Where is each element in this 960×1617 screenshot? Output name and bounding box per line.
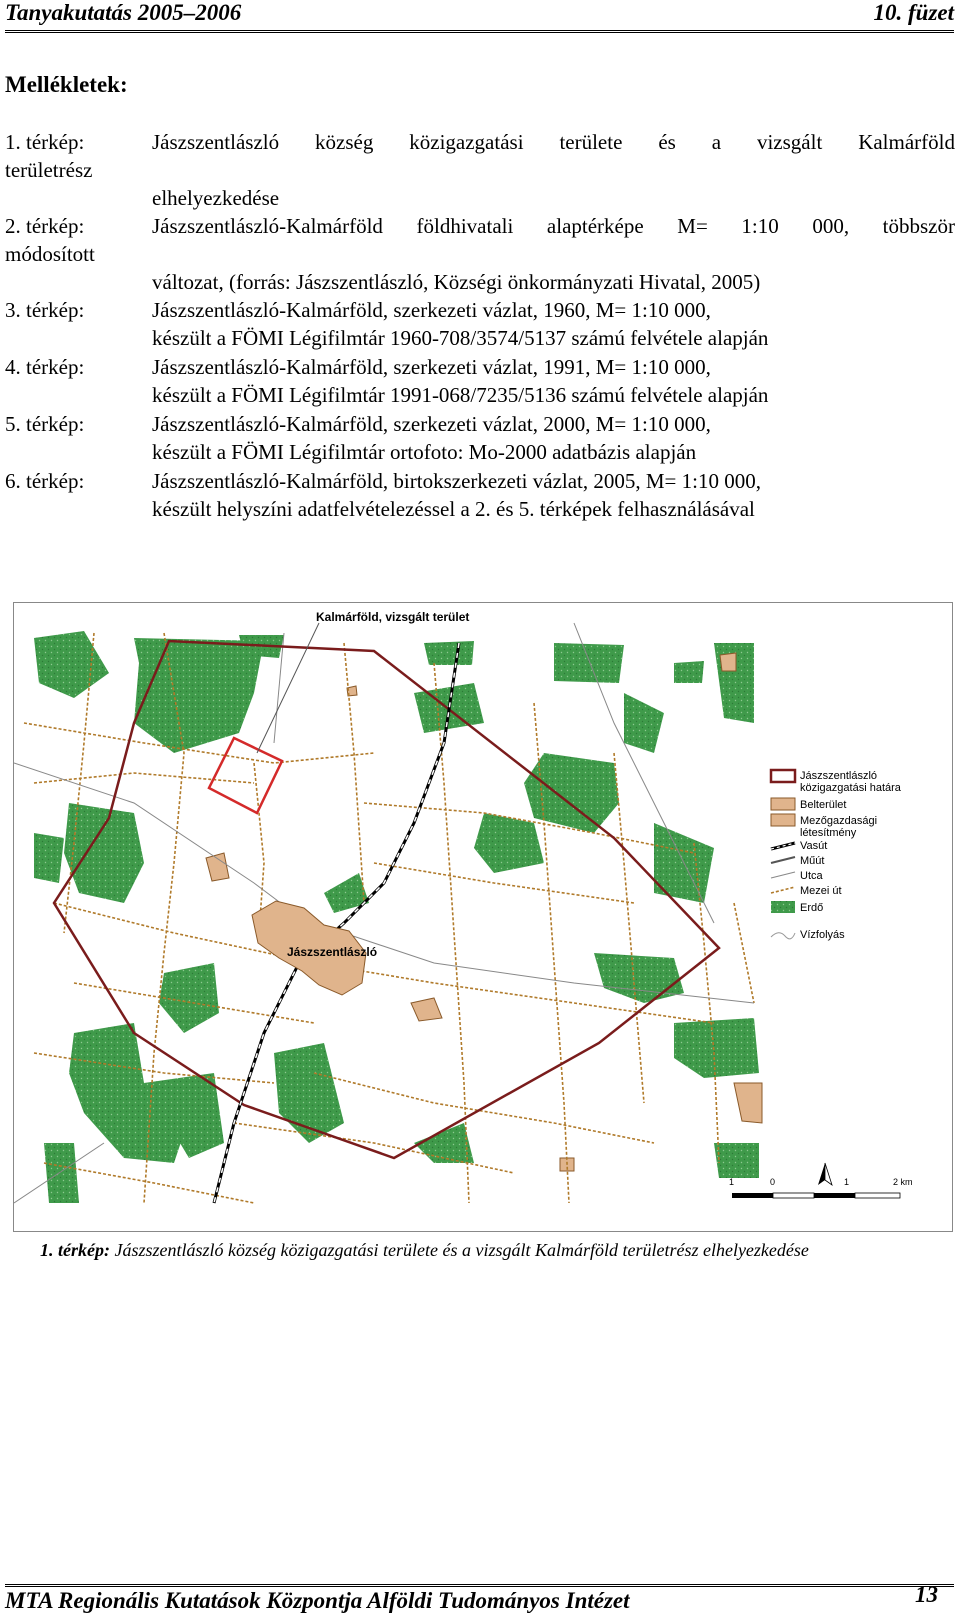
legend-paved-label: Műút — [800, 855, 825, 867]
map-item-continuation: készült a FÖMI Légifilmtár 1991-068/7235/5136 számú felvétele alapján — [152, 383, 769, 407]
legend-builtup-swatch — [771, 798, 795, 810]
map-item-overflow: területrész — [5, 158, 93, 182]
legend-agri-label-1: Mezőgazdasági — [800, 815, 878, 827]
header-rule — [5, 30, 954, 33]
map-svg — [14, 603, 952, 1231]
map-item-label: 3. térkép: — [5, 298, 85, 322]
map-item-text: Jászszentlászló-Kalmárföld, szerkezeti vázlat, 2000, M= 1:10 000, — [152, 412, 711, 436]
map-item-label: 2. térkép: — [5, 214, 85, 238]
scale-tick-label: 0 — [770, 1177, 776, 1187]
caption-label: 1. térkép: — [40, 1240, 110, 1260]
header-title: Tanyakutatás 2005–2006 — [5, 0, 242, 25]
map-item-1 — [5, 128, 955, 212]
map-item-label: 6. térkép: — [5, 469, 85, 493]
legend-agri-label-2: létesítmény — [800, 827, 857, 839]
map-item-3 — [5, 296, 955, 352]
map-item-label: 4. térkép: — [5, 355, 85, 379]
legend-railway-label: Vasút — [800, 840, 828, 852]
study-area-label: Kalmárföld, vizsgált terület — [316, 610, 470, 624]
map-item-4 — [5, 353, 955, 409]
footer-institute: MTA Regionális Kutatások Központja Alföldi Tudományos Intézet — [5, 1588, 630, 1613]
caption-text: Jászszentlászló község közigazgatási területe és a vizsgált Kalmárföld területrész elhelyezkedése — [114, 1240, 809, 1260]
legend-boundary-label-2: közigazgatási határa — [800, 782, 901, 794]
legend-boundary-label-1: Jászszentlászló — [800, 770, 878, 782]
map-item-continuation: változat, (forrás: Jászszentlászló, Községi önkormányzati Hivatal, 2005) — [152, 270, 761, 294]
scale-tick-label: 2 km — [893, 1177, 913, 1187]
map-item-5 — [5, 410, 955, 466]
scale-tick-label: 1 — [844, 1177, 850, 1187]
study-area-square — [209, 738, 282, 813]
scale-tick-label: 1 — [729, 1177, 735, 1187]
legend-forest-swatch — [771, 901, 795, 913]
map-item-continuation: készült a FÖMI Légifilmtár 1960-708/3574/5137 számú felvétele alapján — [152, 326, 769, 350]
map-item-continuation: készült helyszíni adatfelvételezéssel a 2. és 5. térképek felhasználásával — [152, 497, 755, 521]
map-item-label: 1. térkép: — [5, 130, 85, 154]
map-area — [14, 610, 762, 1203]
map-item-continuation: készült a FÖMI Légifilmtár ortofoto: Mo-2000 adatbázis alapján — [152, 440, 697, 464]
town-label: Jászszentlászló — [287, 945, 378, 959]
footer-rule — [5, 1584, 954, 1587]
legend-agri-swatch — [771, 814, 795, 826]
map-item-2 — [5, 212, 955, 296]
map-item-text: Jászszentlászló-Kalmárföld, szerkezeti vázlat, 1991, M= 1:10 000, — [152, 355, 711, 379]
map-item-6 — [5, 467, 955, 523]
figure-caption — [40, 1240, 809, 1261]
annex-title: Mellékletek: — [5, 72, 128, 97]
map-figure — [13, 602, 953, 1232]
map-item-overflow: módosított — [5, 242, 95, 266]
map-item-text: Jászszentlászló-Kalmárföld, birtokszerkezeti vázlat, 2005, M= 1:10 000, — [152, 469, 761, 493]
map-item-text: Jászszentlászló-Kalmárföld földhivatali alaptérképe M= 1:10 000, többször — [152, 214, 955, 238]
header-issue: 10. füzet — [873, 0, 954, 25]
map-item-label: 5. térkép: — [5, 412, 85, 436]
map-item-text: Jászszentlászló község közigazgatási területe és a vizsgált Kalmárföld — [152, 130, 955, 154]
map-item-continuation: elhelyezkedése — [152, 186, 280, 210]
legend-water-label: Vízfolyás — [800, 929, 845, 941]
legend-street-label: Utca — [800, 870, 823, 882]
forest-patches — [34, 631, 759, 1203]
map-item-text: Jászszentlászló-Kalmárföld, szerkezeti vázlat, 1960, M= 1:10 000, — [152, 298, 711, 322]
page-number: 13 — [915, 1582, 938, 1607]
legend-forest-label: Erdő — [800, 902, 824, 914]
legend-fieldroad-label: Mezei út — [800, 885, 842, 897]
legend-builtup-label: Belterület — [800, 799, 847, 811]
